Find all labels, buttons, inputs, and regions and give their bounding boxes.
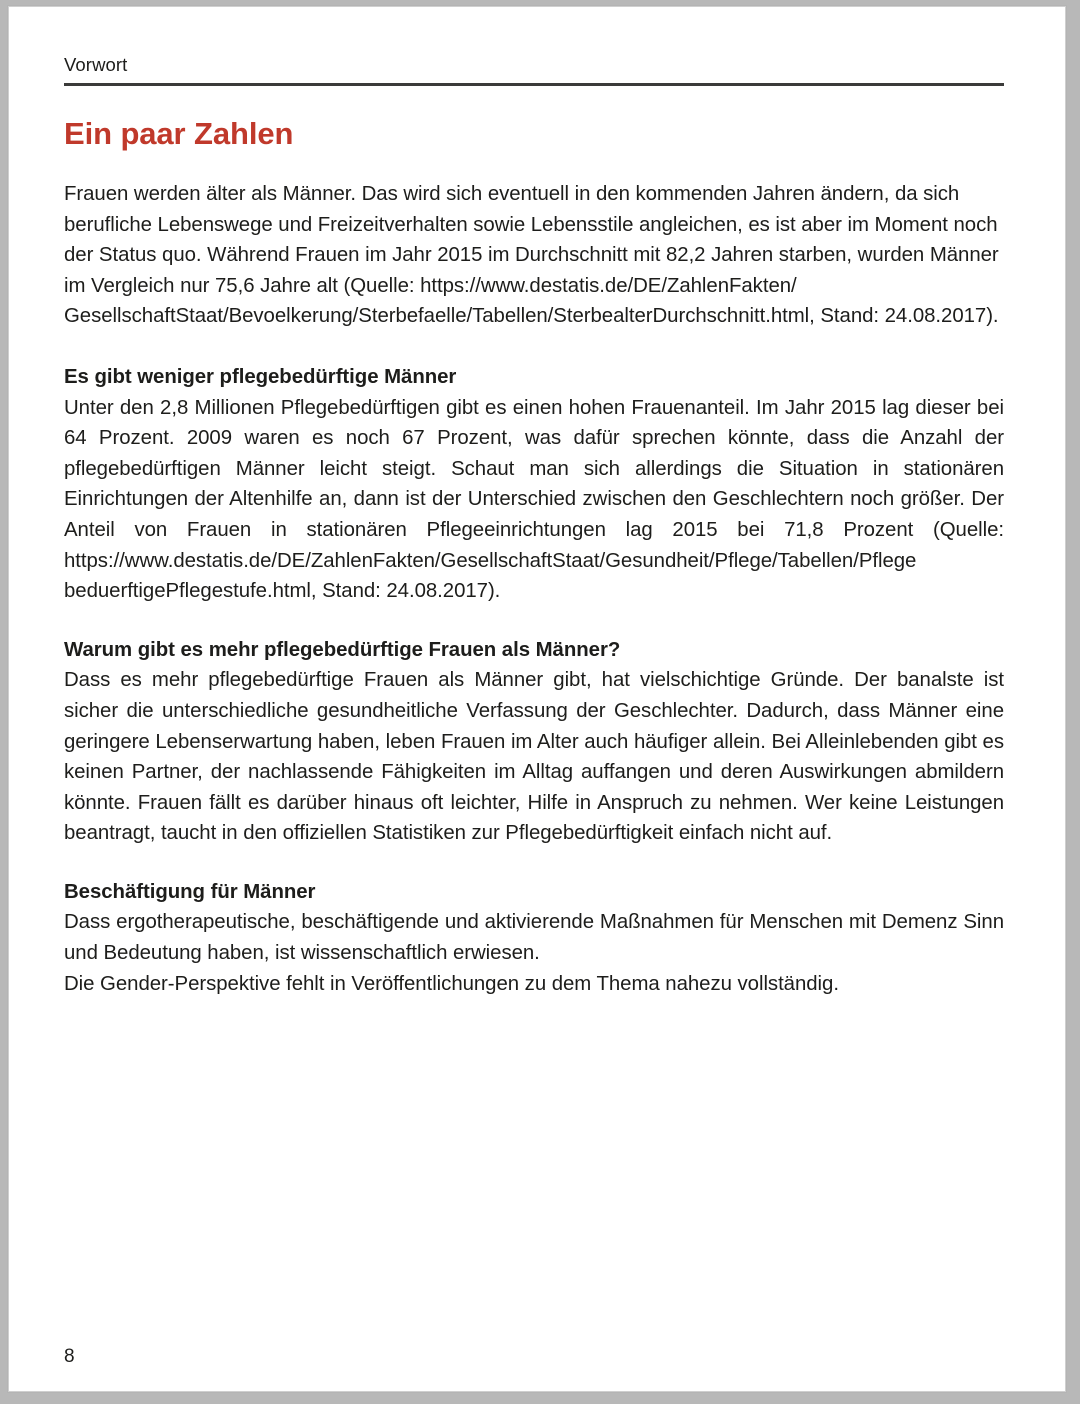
page-title: Ein paar Zahlen [64,116,294,151]
section-intro [64,179,1004,332]
running-header-label: Vorwort [64,54,128,75]
page-content-column [64,7,1004,1391]
section-weniger-pflegebeduerftige-maenner [64,362,1004,607]
section-heading: Es gibt weniger pflegebedürftige Männer [64,365,457,388]
article-body [64,179,1004,999]
running-header [64,53,1004,77]
document-page [8,6,1066,1392]
paragraph: Unter den 2,8 Millionen Pflegebedürftigen gibt es einen hohen Frauenanteil. Im Jahr 2015 lag dieser bei 64 Prozent. 2009 waren es noch 67 Prozent, was dafür sprechen könnte, dass die Anzahl der pflegebedürftigen Männer leicht steigt. Schaut man sich allerdings die Situation in stationären Einrichtungen der Altenhilfe an, dann ist der Unterschied zwischen den Geschlechtern noch größer. Der Anteil von Frauen in stationären Pflegeeinrichtungen lag 2015 bei 71,8 Prozent (Quelle: https://www.destatis.de/DE/ZahlenFakten/GesellschaftStaat/Gesundheit/Pflege/Tabellen/Pflege beduerftigePflegestufe.html, Stand: 24.08.2017). [64,396,1004,603]
header-rule [64,83,1004,86]
paragraph: Die Gender-Perspektive fehlt in Veröffentlichungen zu dem Thema nahezu vollständig. [64,972,839,995]
paragraph: Dass ergotherapeutische, beschäftigende und aktivierende Maßnahmen für Menschen mit Demenz Sinn und Bedeutung haben, ist wissenschaftlich erwiesen. [64,911,1004,965]
paragraph: Dass es mehr pflegebedürftige Frauen als Männer gibt, hat vielschichtige Gründe. Der banalste ist sicher die unterschiedliche gesundheitliche Verfassung der Geschlechter. Dadurch, dass Männer eine geringere Lebenserwartung haben, leben Frauen im Alter auch häufiger allein. Bei Alleinlebenden gibt es keinen Partner, der nachlassende Fähigkeiten im Alltag auffangen und deren Auswirkungen abmildern könnte. Frauen fällt es darüber hinaus oft leichter, Hilfe in Anspruch zu nehmen. Wer keine Leistungen beantragt, taucht in den offiziellen Statistiken zur Pflegebedürftigkeit einfach nicht auf. [64,669,1004,845]
section-warum-mehr-pflegebeduerftige-frauen [64,635,1004,849]
section-heading: Beschäftigung für Männer [64,880,316,903]
page-number: 8 [64,1346,75,1367]
section-heading: Warum gibt es mehr pflegebedürftige Frauen als Männer? [64,638,621,661]
section-beschaeftigung-fuer-maenner [64,877,1004,999]
paragraph: Frauen werden älter als Männer. Das wird sich eventuell in den kommenden Jahren ändern, da sich berufliche Lebenswege und Freizeitverhalten sowie Lebensstile angleichen, es ist aber im Moment noch der Status quo. Während Frauen im Jahr 2015 im Durchschnitt mit 82,2 Jahren starben, wurden Männer im Vergleich nur 75,6 Jahre alt (Quelle: https://www.destatis.de/DE/ZahlenFakten/ GesellschaftStaat/Bevoelkerung/Sterbefaelle/Tabellen/SterbealterDurchschnitt.html, Stand: 24.08.2017). [64,183,999,328]
